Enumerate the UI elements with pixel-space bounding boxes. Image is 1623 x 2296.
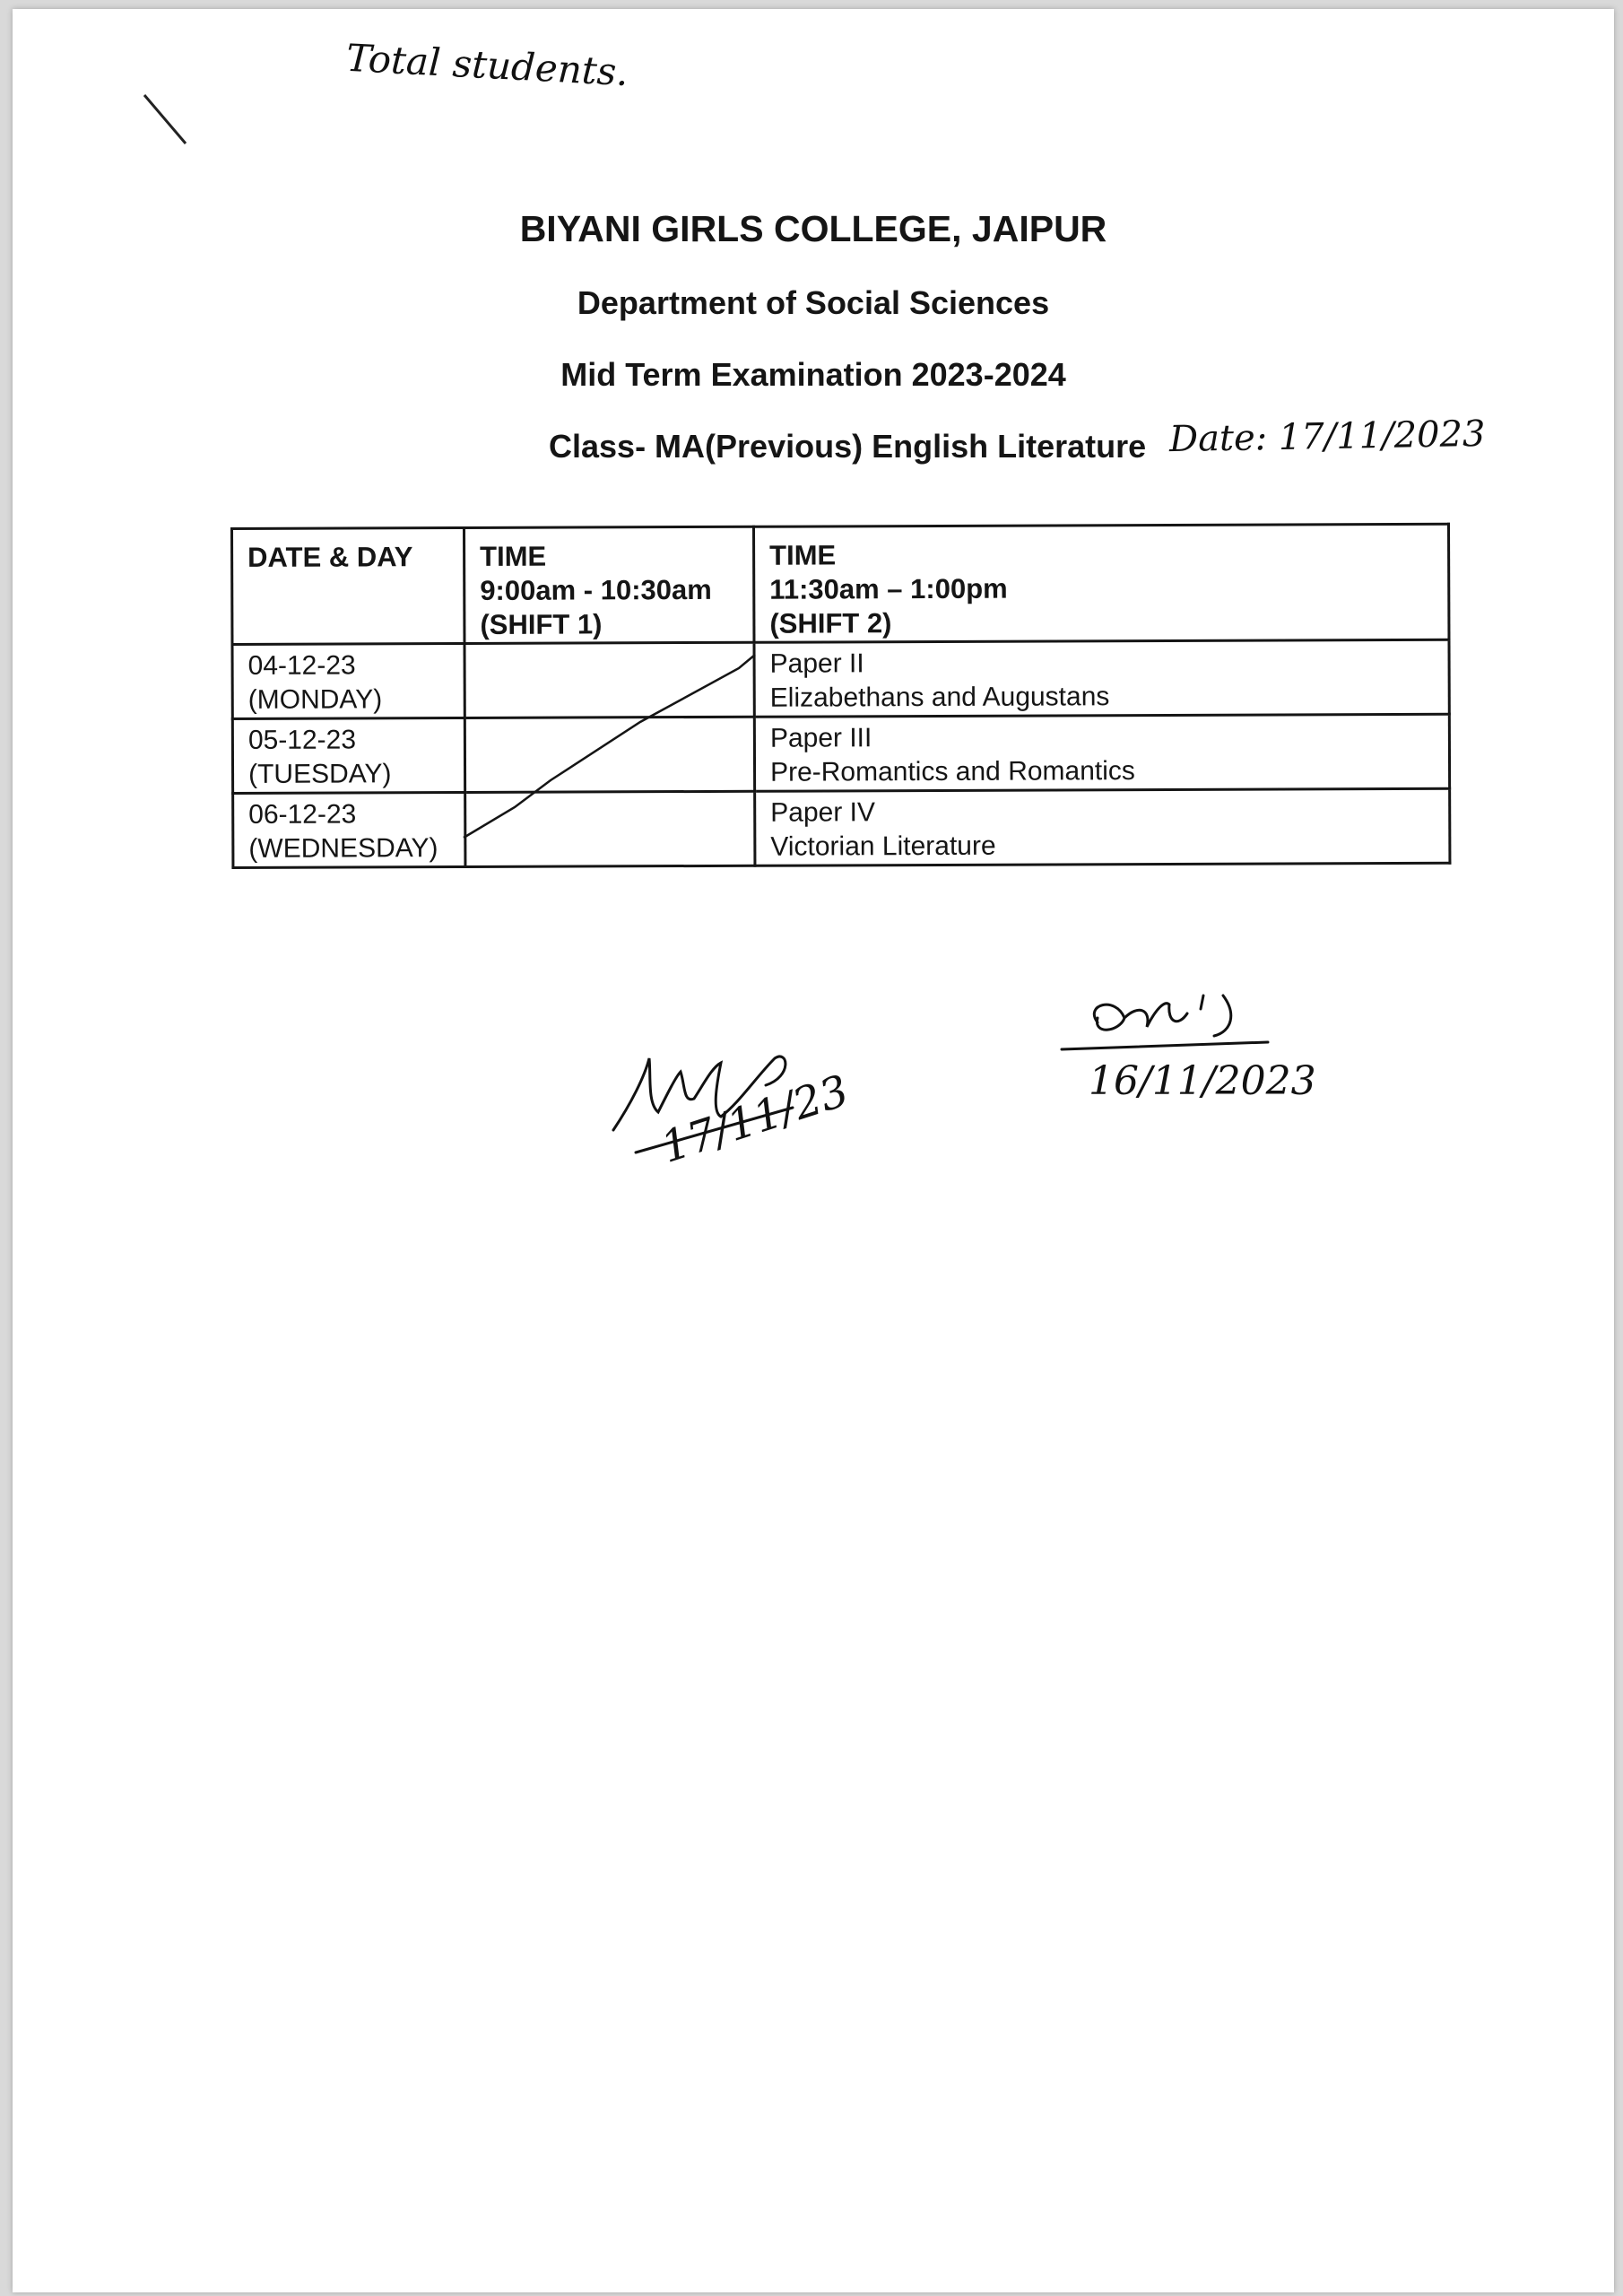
left-signature-date: 17/11/23 <box>655 1065 855 1173</box>
handwritten-total-students-note: Total students. <box>344 35 629 95</box>
header-shift2: TIME 11:30am – 1:00pm (SHIFT 2) <box>754 524 1449 642</box>
college-name: BIYANI GIRLS COLLEGE, JAIPUR <box>519 208 1107 249</box>
exam-schedule-page <box>13 9 1614 2292</box>
table-row <box>233 788 1450 867</box>
right-signature-date: 16/11/2023 <box>1089 1058 1316 1104</box>
table-row <box>232 714 1449 793</box>
schedule-table <box>230 523 1451 869</box>
shift2-cell: Paper IV Victorian Literature <box>755 788 1450 865</box>
shift1-cell <box>464 717 754 792</box>
department-name: Department of Social Sciences <box>577 284 1050 321</box>
date-day-cell: 05-12-23 (TUESDAY) <box>232 718 464 793</box>
shift2-cell: Paper II Elizabethans and Augustans <box>754 639 1449 717</box>
shift2-cell: Paper III Pre-Romantics and Romantics <box>754 714 1449 791</box>
date-day-cell: 06-12-23 (WEDNESDAY) <box>233 792 465 867</box>
header-date-day: DATE & DAY <box>232 527 464 644</box>
header-shift1: TIME 9:00am - 10:30am (SHIFT 1) <box>464 526 754 643</box>
right-signature <box>1044 987 1313 1058</box>
table-header-row <box>232 524 1449 644</box>
exam-title: Mid Term Examination 2023-2024 <box>560 356 1066 393</box>
handwritten-date-note: Date: 17/11/2023 <box>1168 413 1486 461</box>
class-title: Class- MA(Previous) English Literature <box>549 428 1147 465</box>
shift1-cell <box>464 642 754 718</box>
shift1-cell <box>465 791 755 866</box>
date-day-cell: 04-12-23 (MONDAY) <box>232 643 464 718</box>
pen-stroke-mark <box>144 95 186 144</box>
table-row <box>232 639 1449 718</box>
